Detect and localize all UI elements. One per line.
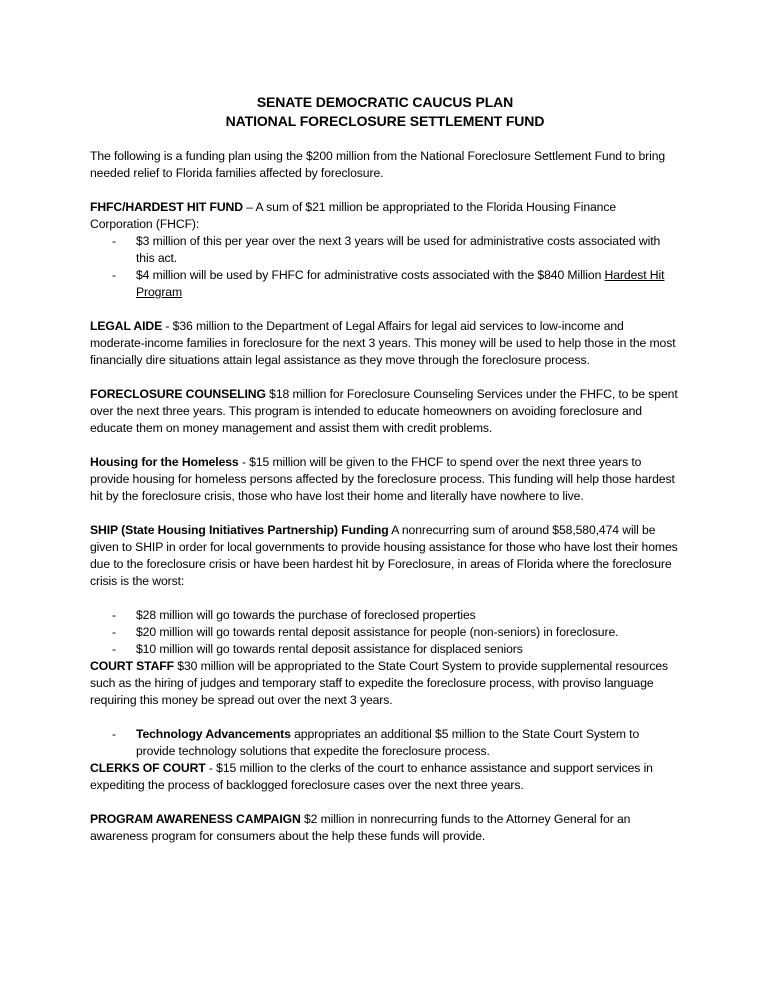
fhfc-bullets [90,233,680,301]
tech-text: appropriates an additional $5 million to the State Court System to provide technology solutions that expedite the foreclosure process. [136,727,640,758]
section-court-staff [90,658,680,709]
homeless-heading: Housing for the Homeless [90,455,239,469]
section-fhfc [90,199,680,301]
section-ship [90,522,680,590]
legal-text: - $36 million to the Department of Legal Affairs for legal aid services to low-income and moderate-income families in foreclosure for the next 3 years. This money will be used to help those in the most financially dire situations attain legal assistance as they move through the foreclosure process. [90,319,676,367]
fhfc-text: – A sum of $21 million be appropriated to the Florida Housing Finance Corporation (FHCF): [90,200,617,231]
clerks-text: - $15 million to the clerks of the court to enhance assistance and support services in expediting the process of backlogged foreclosure cases over the next three years. [90,761,653,792]
ship-text: A nonrecurring sum of around $58,580,474 will be given to SHIP in order for local governments to provide housing assistance for those who have lost their homes due to the foreclosure crisis or have been hardest hit by Foreclosure, in areas of Florida where the foreclosure crisis is the worst: [90,523,678,588]
court-text: $30 million will be appropriated to the State Court System to provide supplemental resources such as the hiring of judges and temporary staff to expedite the foreclosure process, with proviso language requiring this money be spread out over the next 3 years. [90,659,669,707]
hardest-hit-program-link[interactable]: Hardest Hit Program [136,268,665,299]
ship-heading: SHIP (State Housing Initiatives Partnership) Funding [90,523,389,537]
awareness-heading: PROGRAM AWARENESS CAMPAIGN [90,812,301,826]
document-title [90,93,680,131]
section-clerks-of-court [90,760,680,794]
ship-bullet-2: - $20 million will go towards rental deposit assistance for people (non-seniors) in foreclosure. [90,624,680,641]
legal-heading: LEGAL AIDE [90,319,163,333]
section-awareness-campaign [90,811,680,845]
fhfc-bullet-1: - $3 million of this per year over the next 3 years will be used for administrative costs associated with this act. [90,233,680,267]
fhfc-bullet-2-text: $4 million will be used by FHFC for administrative costs associated with the $840 Million [136,268,605,282]
title-line-1: SENATE DEMOCRATIC CAUCUS PLAN [256,94,514,110]
fhfc-bullet-2 [90,267,680,301]
fhfc-paragraph [90,199,680,233]
intro-paragraph: The following is a funding plan using the $200 million from the National Foreclosure Settlement Fund to bring needed relief to Florida families affected by foreclosure. [90,149,666,180]
homeless-text: - $15 million will be given to the FHCF to spend over the next three years to provide housing for homeless persons affected by the foreclosure process. This funding will help those hardest hit by the foreclosure crisis, those who have lost their home and literally have nowhere to live. [90,455,675,503]
ship-bullet-3: - $10 million will go towards rental deposit assistance for displaced seniors [90,641,680,658]
fhfc-heading: FHFC/HARDEST HIT FUND [90,200,243,214]
court-bullets [90,726,680,760]
section-housing-homeless [90,454,680,505]
section-legal-aide [90,318,680,369]
awareness-text: $2 million in nonrecurring funds to the Attorney General for an awareness program for consumers about the help these funds will provide. [90,812,631,843]
title-line-2: NATIONAL FORECLOSURE SETTLEMENT FUND [225,113,545,129]
court-heading: COURT STAFF [90,659,174,673]
clerks-heading: CLERKS OF COURT [90,761,206,775]
counseling-heading: FORECLOSURE COUNSELING [90,387,266,401]
court-bullet-1 [90,726,680,760]
ship-bullet-1: - $28 million will go towards the purchase of foreclosed properties [90,607,680,624]
section-foreclosure-counseling [90,386,680,437]
counseling-text: $18 million for Foreclosure Counseling Services under the FHFC, to be spent over the next three years. This program is intended to educate homeowners on avoiding foreclosure and educate them on money management and assist them with credit problems. [90,387,678,435]
tech-heading: Technology Advancements [136,727,291,741]
ship-bullets [90,607,680,658]
